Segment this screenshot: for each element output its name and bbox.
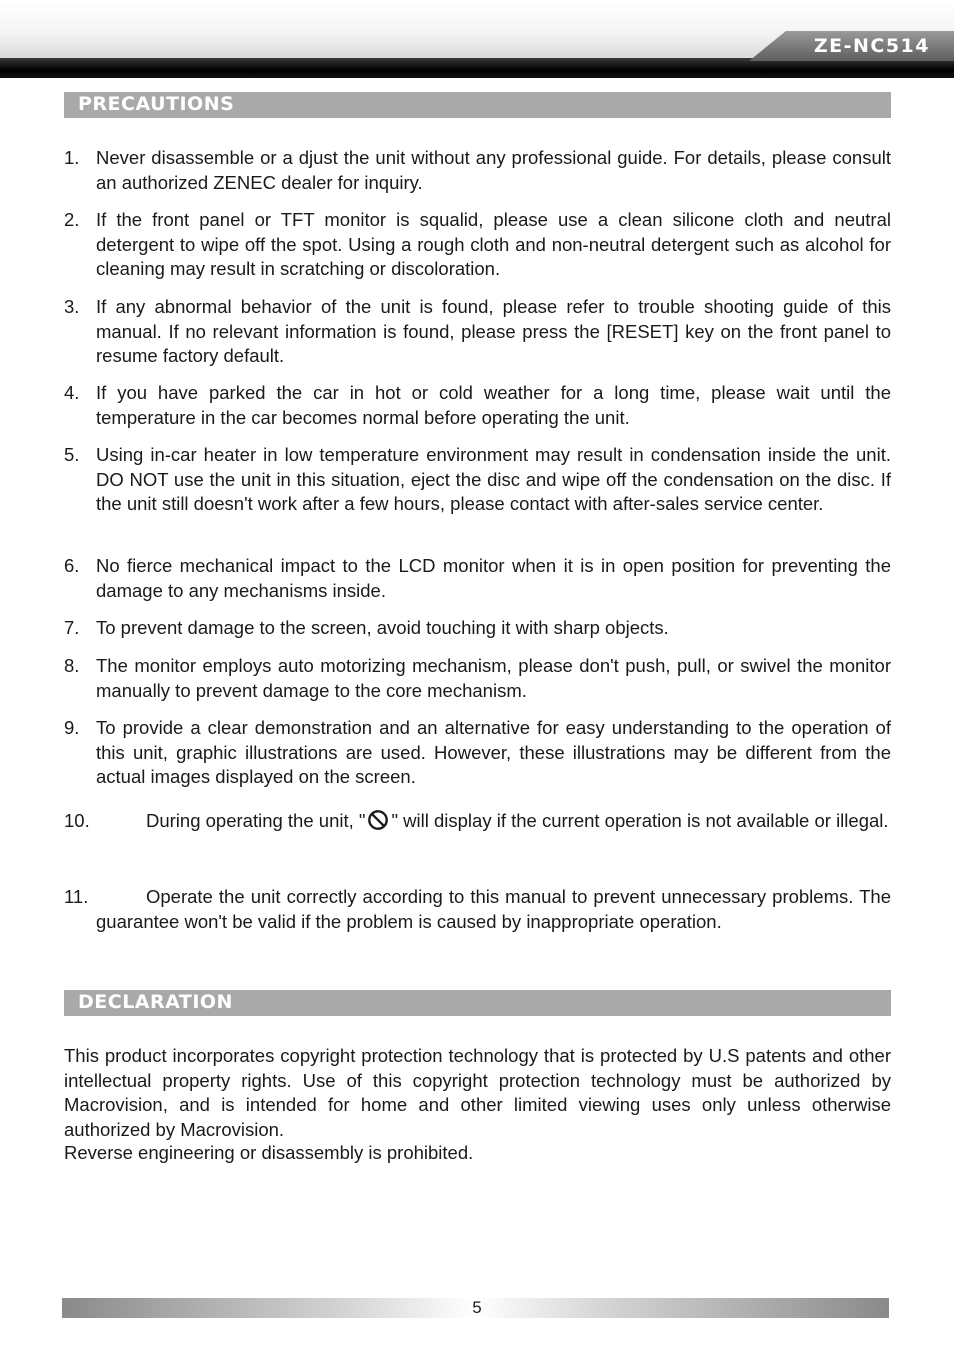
precautions-section-bar: [64, 92, 891, 118]
item-number: 9.: [64, 717, 80, 738]
header-rule: [0, 58, 954, 78]
no-entry-icon: [367, 809, 389, 831]
list-item: [64, 885, 891, 934]
list-item: [64, 616, 891, 641]
item-text: To provide a clear demonstration and an alternative for easy understanding to the operation of this unit, graphic illustrations are used. However, these illustrations may be different from the actual images displayed on the screen.: [96, 717, 891, 787]
item-text-before: During operating the unit, ": [146, 810, 366, 831]
item-text: If the front panel or TFT monitor is squalid, please use a clean silicone cloth and neutral detergent to wipe off the spot. Using a rough cloth and non-neutral detergent such as alcohol for cleaning may result in scratching or discoloration.: [96, 209, 891, 279]
list-item: [64, 443, 891, 517]
item-number: 8.: [64, 655, 80, 676]
page-number: 5: [472, 1298, 482, 1317]
model-label: ZE-NC514: [813, 35, 930, 57]
list-item: [64, 295, 891, 369]
item-number: 3.: [64, 296, 80, 317]
item-text: Operate the unit correctly according to this manual to prevent unnecessary problems. The guarantee won't be valid if the problem is caused by inappropriate operation.: [96, 886, 891, 932]
item-number: 2.: [64, 209, 80, 230]
item-number: 6.: [64, 555, 80, 576]
item-text-after: " will display if the current operation is not available or illegal.: [391, 810, 889, 831]
list-item: [64, 381, 891, 430]
item-number: 4.: [64, 382, 80, 403]
item-number: 7.: [64, 617, 80, 638]
list-item: [64, 554, 891, 603]
declaration-section-bar: [64, 990, 891, 1016]
declaration-note: Reverse engineering or disassembly is prohibited.: [64, 1142, 474, 1163]
item-number: 11.: [64, 886, 89, 907]
item-number: 10.: [64, 810, 90, 831]
list-item: [64, 716, 891, 790]
precautions-title: PRECAUTIONS: [78, 93, 235, 115]
item-number: 5.: [64, 444, 80, 465]
declaration-title: DECLARATION: [78, 991, 233, 1013]
list-item: [64, 654, 891, 703]
item-number: 1.: [64, 147, 80, 168]
item-text: Never disassemble or a djust the unit without any professional guide. For details, please consult an authorized ZENEC dealer for inquiry.: [96, 147, 891, 193]
item-text: If any abnormal behavior of the unit is found, please refer to trouble shooting guide of this manual. If no relevant information is found, please press the [RESET] key on the front panel to resume factory default.: [96, 296, 891, 366]
declaration-paragraph: This product incorporates copyright protection technology that is protected by U.S patents and other intellectual property rights. Use of this copyright protection technology must be authorized by Macrovision, and is intended for home and other limited viewing uses only unless otherwise authorized by Macrovision.: [64, 1045, 891, 1140]
item-text: To prevent damage to the screen, avoid touching it with sharp objects.: [96, 617, 669, 638]
item-text: If you have parked the car in hot or cold weather for a long time, please wait until the temperature in the car becomes normal before operating the unit.: [96, 382, 891, 428]
item-text: No fierce mechanical impact to the LCD monitor when it is in open position for preventing the damage to any mechanisms inside.: [96, 555, 891, 601]
list-item: [64, 146, 891, 195]
item-text: [96, 809, 891, 834]
item-text: Using in-car heater in low temperature environment may result in condensation inside the unit. DO NOT use the unit in this situation, eject the disc and wipe off the condensation on the disc. If the unit still doesn't work after a few hours, please contact with after-sales service center.: [96, 444, 891, 514]
list-item: [64, 208, 891, 282]
item-text: The monitor employs auto motorizing mechanism, please don't push, pull, or swivel the monitor manually to prevent damage to the core mechanism.: [96, 655, 891, 701]
list-item: [64, 809, 891, 834]
